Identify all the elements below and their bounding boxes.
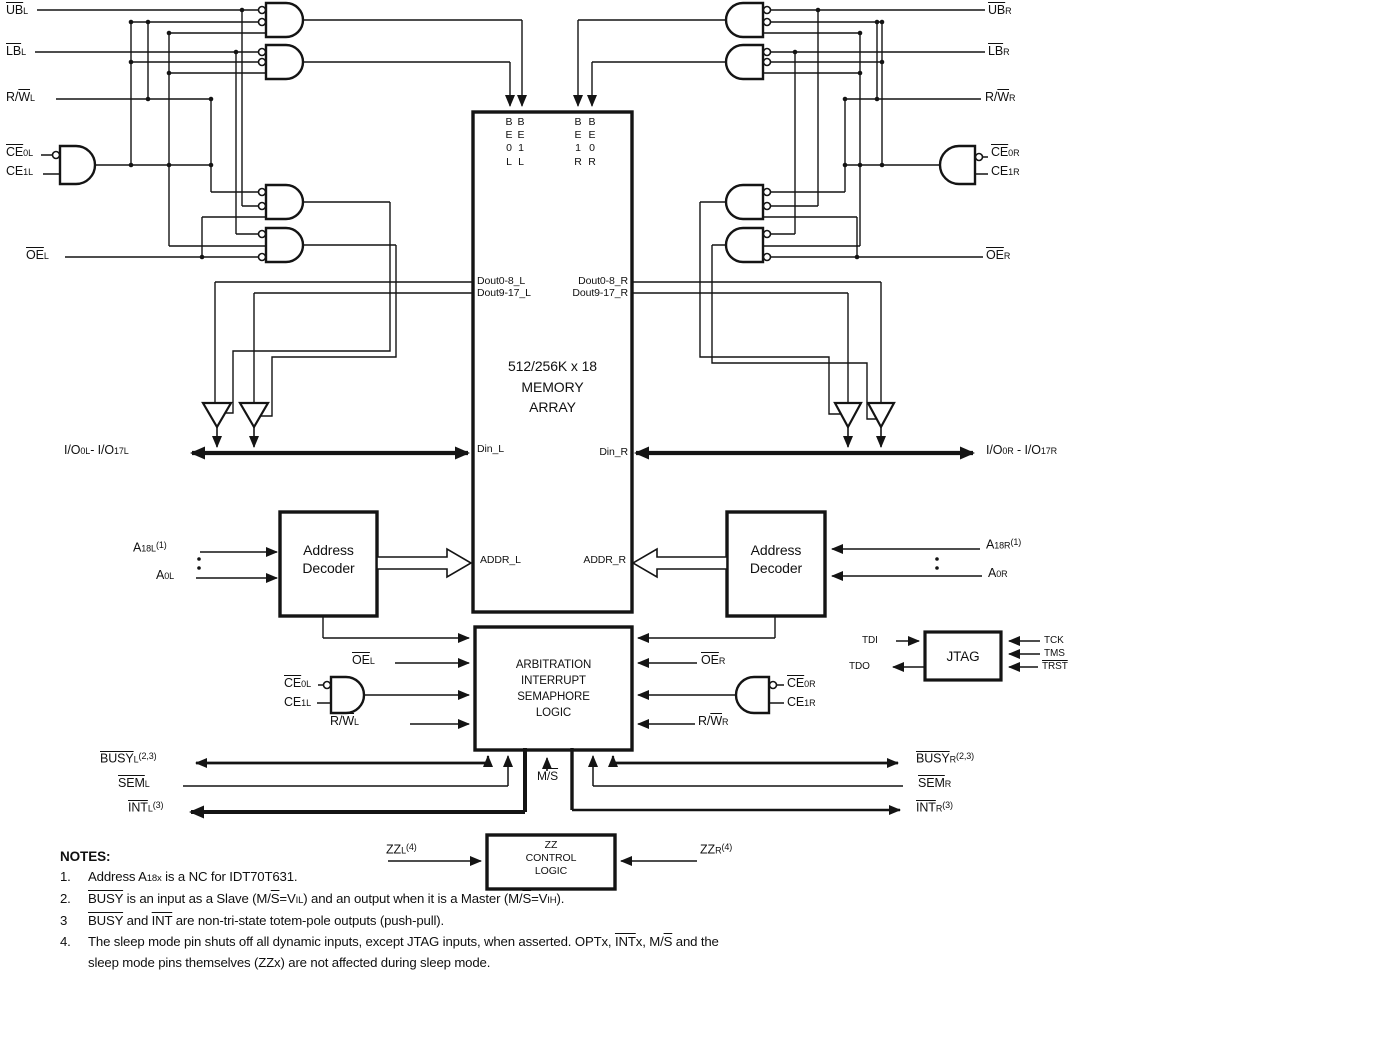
signal-label-rwr-arb: $R/\overline{W}R$	[698, 714, 729, 728]
note-4-text: The sleep mode pin shuts off all dynamic inputs, except JTAG inputs, when asserted. OPTx, $\overline{INT}x$, $M/\overline{S}$ and the	[88, 934, 719, 949]
signal-label-ms: $M/\overline{S}$	[537, 769, 559, 783]
addr-arrow-right-icon	[633, 549, 727, 577]
signal-label-lbl: $\overline{LB}L$	[6, 44, 26, 58]
signal-label-rwr: $R/\overline{W}R$	[985, 90, 1016, 104]
note-4-number: 4.	[60, 934, 71, 949]
note-4-text-line2: sleep mode pins themselves (ZZx) are not affected during sleep mode.	[88, 955, 491, 970]
signal-label-oer: $\overline{OE}R$	[986, 248, 1011, 262]
signal-label-a18r: $A18R^{(1)}$	[986, 537, 1022, 552]
signal-label-io-right: I/O0R - I/O17R	[986, 443, 1058, 457]
be0l-pin-label: B E 0 L	[505, 116, 513, 168]
signal-label-ce1l-arb: CE1L	[284, 695, 311, 709]
signal-label-a0l: A0L	[156, 568, 175, 582]
signal-label-ubr: $\overline{UB}R$	[988, 3, 1012, 17]
signal-label-ce0l: $\overline{CE}0L$	[6, 145, 33, 159]
tdo-pin-label: TDO	[849, 661, 870, 672]
memory-title-line2: MEMORY	[521, 379, 584, 395]
be1r-pin-label: B E 1 R	[574, 116, 582, 168]
arb-label-line1: ARBITRATION	[515, 659, 592, 671]
dout0-8r-pin-label: Dout0-8_R	[578, 275, 628, 287]
signal-label-oel-arb: $\overline{OE}L$	[352, 653, 375, 667]
and-gate-icon	[726, 185, 763, 219]
tri-state-buffer-icon	[240, 403, 268, 427]
signal-label-ubl: $\overline{UB}L$	[6, 3, 29, 17]
dout0-8l-pin-label: Dout0-8_L	[477, 275, 526, 287]
dout9-17l-pin-label: Dout9-17_L	[477, 287, 531, 299]
signal-label-semr: $\overline{SEM}R$	[918, 776, 952, 790]
memory-title-line1: 512/256K x 18	[508, 358, 597, 374]
arb-label-line3: SEMAPHORE	[517, 691, 590, 703]
addrl-pin-label: ADDR_L	[480, 554, 521, 566]
be0r-pin-label: B E 0 R	[588, 116, 596, 168]
and-gate-icon	[940, 146, 975, 184]
signal-label-intl: $\overline{INT}L^{(3)}$	[128, 800, 164, 815]
note-2-number: 2.	[60, 891, 71, 906]
tms-pin-label: TMS	[1044, 648, 1065, 659]
dout9-17r-pin-label: Dout9-17_R	[572, 287, 628, 299]
arbitration-logic-block	[475, 627, 632, 750]
signal-label-rwl: $R/\overline{W}L$	[6, 90, 35, 104]
signal-label-a18l: $A18L^{(1)}$	[133, 540, 167, 555]
dinr-pin-label: Din_R	[599, 446, 628, 458]
addrr-pin-label: ADDR_R	[583, 554, 626, 566]
signal-label-a0r: A0R	[988, 566, 1008, 580]
signal-label-oer-arb: $\overline{OE}R$	[701, 653, 726, 667]
zz-label-line3: LOGIC	[534, 865, 568, 877]
byte-enable-wires	[510, 20, 592, 106]
arb-label-line2: INTERRUPT	[521, 675, 586, 687]
arb-label-line4: LOGIC	[535, 707, 572, 719]
and-gate-icon	[266, 3, 303, 37]
signal-label-intr: $\overline{INT}R^{(3)}$	[916, 800, 953, 815]
signal-label-oel: $\overline{OE}L$	[26, 248, 49, 262]
signal-label-ce1r-arb: CE1R	[787, 695, 816, 709]
signal-label-ce1r: CE1R	[991, 164, 1020, 178]
signal-label-ce1l: CE1L	[6, 164, 33, 178]
and-gate-icon	[60, 146, 95, 184]
and-gate-icon	[331, 677, 364, 713]
and-gate-icon	[266, 185, 303, 219]
and-gate-icon	[266, 228, 303, 262]
signal-label-zzr: ZZR$^{(4)}$	[700, 842, 733, 857]
signal-label-lbr: $\overline{LB}R$	[988, 44, 1010, 58]
signal-label-ce0l-arb: $\overline{CE}0L$	[284, 676, 311, 690]
address-decoder-left-label: Address Decoder	[302, 542, 355, 576]
jtag-title: JTAG	[946, 649, 980, 664]
zz-label-line2: CONTROL	[525, 852, 577, 864]
signal-label-busyr: BUSYR$^{(2,3)}$	[916, 751, 975, 766]
and-gate-icon	[726, 228, 763, 262]
trst-pin-label: TRST	[1042, 661, 1068, 672]
signal-label-zzl: ZZL$^{(4)}$	[386, 842, 417, 857]
tck-pin-label: TCK	[1044, 635, 1064, 646]
wire-mesh-right	[578, 10, 988, 419]
memory-title-line3: ARRAY	[529, 399, 576, 415]
signal-label-rwl-arb: $R/\overline{W}L$	[330, 714, 359, 728]
be1l-pin-label: B E 1 L	[517, 116, 525, 168]
and-gate-icon	[726, 3, 763, 37]
note-3-text: BUSY and $\overline{INT}$ are non-tri-state totem-pole outputs (push-pull).	[88, 913, 445, 928]
signal-label-ce0r: $\overline{CE}0R$	[991, 145, 1020, 159]
tri-state-buffer-icon	[868, 403, 894, 427]
and-gate-icon	[726, 45, 763, 79]
and-gate-icon	[266, 45, 303, 79]
note-1-text: Address A18x is a NC for IDT70T631.	[88, 869, 298, 884]
signal-label-busyl: BUSYL$^{(2,3)}$	[100, 751, 157, 766]
and-gate-icon	[736, 677, 769, 713]
tdi-pin-label: TDI	[862, 635, 878, 646]
signal-label-ce0r-arb: $\overline{CE}0R$	[787, 676, 816, 690]
tri-state-buffer-icon	[835, 403, 861, 427]
note-1-number: 1.	[60, 869, 71, 884]
dinl-pin-label: Din_L	[477, 443, 504, 455]
signal-label-io-left: I/O0L- I/O17L	[64, 443, 129, 457]
tri-state-buffer-icon	[203, 403, 231, 427]
signal-label-seml: $\overline{SEM}L$	[118, 776, 150, 790]
notes-title: NOTES:	[60, 849, 111, 864]
zz-label-line1: ZZ	[544, 839, 558, 851]
address-decoder-right-label: Address Decoder	[749, 542, 803, 576]
note-2-text: BUSY is an input as a Slave $(M/\overline{S}=VIL)$ and an output when it is a Master $(M/\overline{S}=VIH)$.	[88, 891, 565, 906]
addr-arrow-left-icon	[377, 549, 471, 577]
note-3-number: 3	[60, 913, 68, 928]
